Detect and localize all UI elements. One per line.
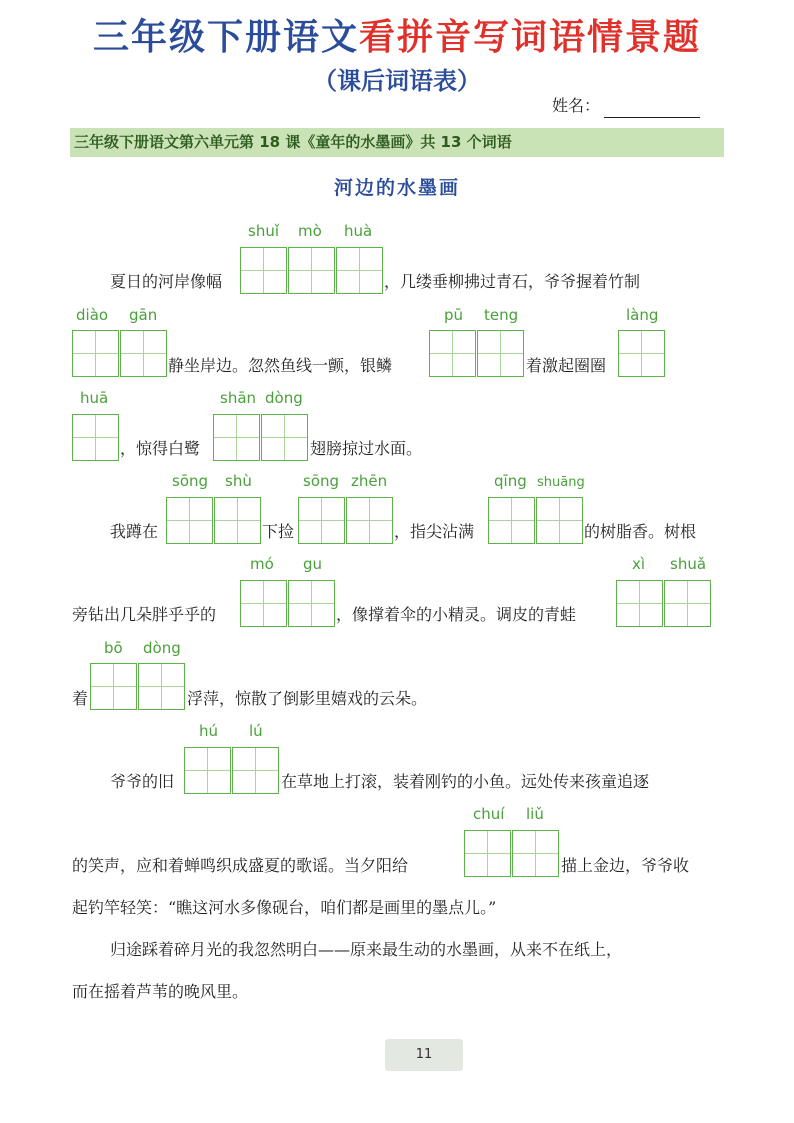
story-text: 的笑声，应和着蝉鸣织成盛夏的歌谣。当夕阳给 (72, 856, 409, 875)
story-text: 而在摇着芦苇的晚风里。 (72, 982, 249, 1001)
pinyin-label: lú (249, 722, 263, 740)
pinyin-label: shuāng (537, 475, 585, 490)
story-text: ，几缕垂柳拂过青石，爷爷握着竹制 (384, 272, 641, 291)
title-red-part: 看拼音写词语情景题 (359, 17, 702, 58)
pinyin-label: dòng (265, 389, 303, 407)
title-blue-part: 三年级下册语文 (92, 17, 359, 58)
answer-box[interactable] (240, 580, 287, 627)
answer-box[interactable] (464, 830, 511, 877)
story-text: 我蹲在 (110, 522, 159, 541)
answer-box[interactable] (261, 414, 308, 461)
story-text: 爷爷的旧 (110, 772, 175, 791)
pinyin-label: pū (444, 306, 464, 324)
answer-box[interactable] (336, 247, 383, 294)
answer-box[interactable] (120, 330, 167, 377)
story-text: 下捡 (262, 522, 295, 541)
story-text: 起钓竿轻笑：“瞧这河水多像砚台，咱们都是画里的墨点儿。” (72, 898, 497, 917)
answer-box[interactable] (138, 663, 185, 710)
answer-box[interactable] (346, 497, 393, 544)
pinyin-label: sōng (172, 472, 209, 490)
story-text: ，指尖沾满 (394, 522, 475, 541)
name-field (552, 94, 700, 118)
story-text: 在草地上打滚，装着刚钓的小鱼。远处传来孩童追逐 (281, 772, 650, 791)
pinyin-label: gān (129, 306, 158, 324)
name-label: 姓名： (552, 96, 601, 115)
story-text: 夏日的河岸像幅 (110, 272, 223, 291)
pinyin-label: shù (225, 472, 252, 490)
pinyin-label: sōng (303, 472, 340, 490)
answer-box[interactable] (72, 330, 119, 377)
answer-box[interactable] (240, 247, 287, 294)
answer-box[interactable] (288, 247, 335, 294)
story-text: ，像撑着伞的小精灵。调皮的青蛙 (336, 605, 577, 624)
story-text: 静坐岸边。忽然鱼线一颤，银鳞 (168, 356, 393, 375)
answer-box[interactable] (90, 663, 137, 710)
story-text: 的树脂香。树根 (584, 522, 697, 541)
story-text: 着激起圈圈 (526, 356, 607, 375)
pinyin-label: xì (632, 555, 646, 573)
answer-box[interactable] (213, 414, 260, 461)
pinyin-label: huà (344, 222, 373, 240)
story-text: 着 (72, 689, 89, 708)
lesson-banner: 三年级下册语文第六单元第 18 课《童年的水墨画》共 13 个词语 (70, 128, 724, 157)
story-text: ，惊得白鹭 (120, 439, 201, 458)
pinyin-label: qīng (494, 472, 527, 490)
pinyin-label: zhēn (351, 472, 388, 490)
pinyin-label: shuǎ (670, 555, 707, 573)
page-number: 11 (385, 1039, 463, 1071)
pinyin-label: teng (484, 306, 519, 324)
story-title: 河边的水墨画 (333, 177, 460, 199)
answer-box[interactable] (618, 330, 665, 377)
answer-box[interactable] (429, 330, 476, 377)
pinyin-label: chuí (473, 805, 505, 823)
story-text: 翅膀掠过水面。 (310, 439, 423, 458)
pinyin-label: gu (303, 555, 323, 573)
story-text: 描上金边，爷爷收 (561, 856, 690, 875)
answer-box[interactable] (184, 747, 231, 794)
story-text: 归途踩着碎月光的我忽然明白——原来最生动的水墨画，从来不在纸上， (110, 940, 623, 959)
answer-box[interactable] (72, 414, 119, 461)
answer-box[interactable] (664, 580, 711, 627)
story-text: 旁钻出几朵胖乎乎的 (72, 605, 217, 624)
page-title (0, 14, 794, 62)
pinyin-label: huā (80, 389, 109, 407)
page-subtitle: （课后词语表） (313, 67, 481, 95)
name-blank[interactable] (604, 101, 700, 118)
answer-box[interactable] (477, 330, 524, 377)
answer-box[interactable] (512, 830, 559, 877)
answer-box[interactable] (536, 497, 583, 544)
answer-box[interactable] (166, 497, 213, 544)
answer-box[interactable] (616, 580, 663, 627)
pinyin-label: làng (626, 306, 659, 324)
pinyin-label: shuǐ (248, 222, 279, 240)
answer-box[interactable] (488, 497, 535, 544)
pinyin-label: dòng (143, 639, 181, 657)
answer-box[interactable] (232, 747, 279, 794)
answer-box[interactable] (298, 497, 345, 544)
answer-box[interactable] (288, 580, 335, 627)
pinyin-label: bō (104, 639, 123, 657)
pinyin-label: shān (220, 389, 257, 407)
story-text: 浮萍，惊散了倒影里嬉戏的云朵。 (187, 689, 428, 708)
pinyin-label: mó (250, 555, 274, 573)
pinyin-label: mò (298, 222, 322, 240)
pinyin-label: diào (76, 306, 109, 324)
pinyin-label: hú (199, 722, 219, 740)
pinyin-label: liǔ (526, 805, 544, 823)
answer-box[interactable] (214, 497, 261, 544)
